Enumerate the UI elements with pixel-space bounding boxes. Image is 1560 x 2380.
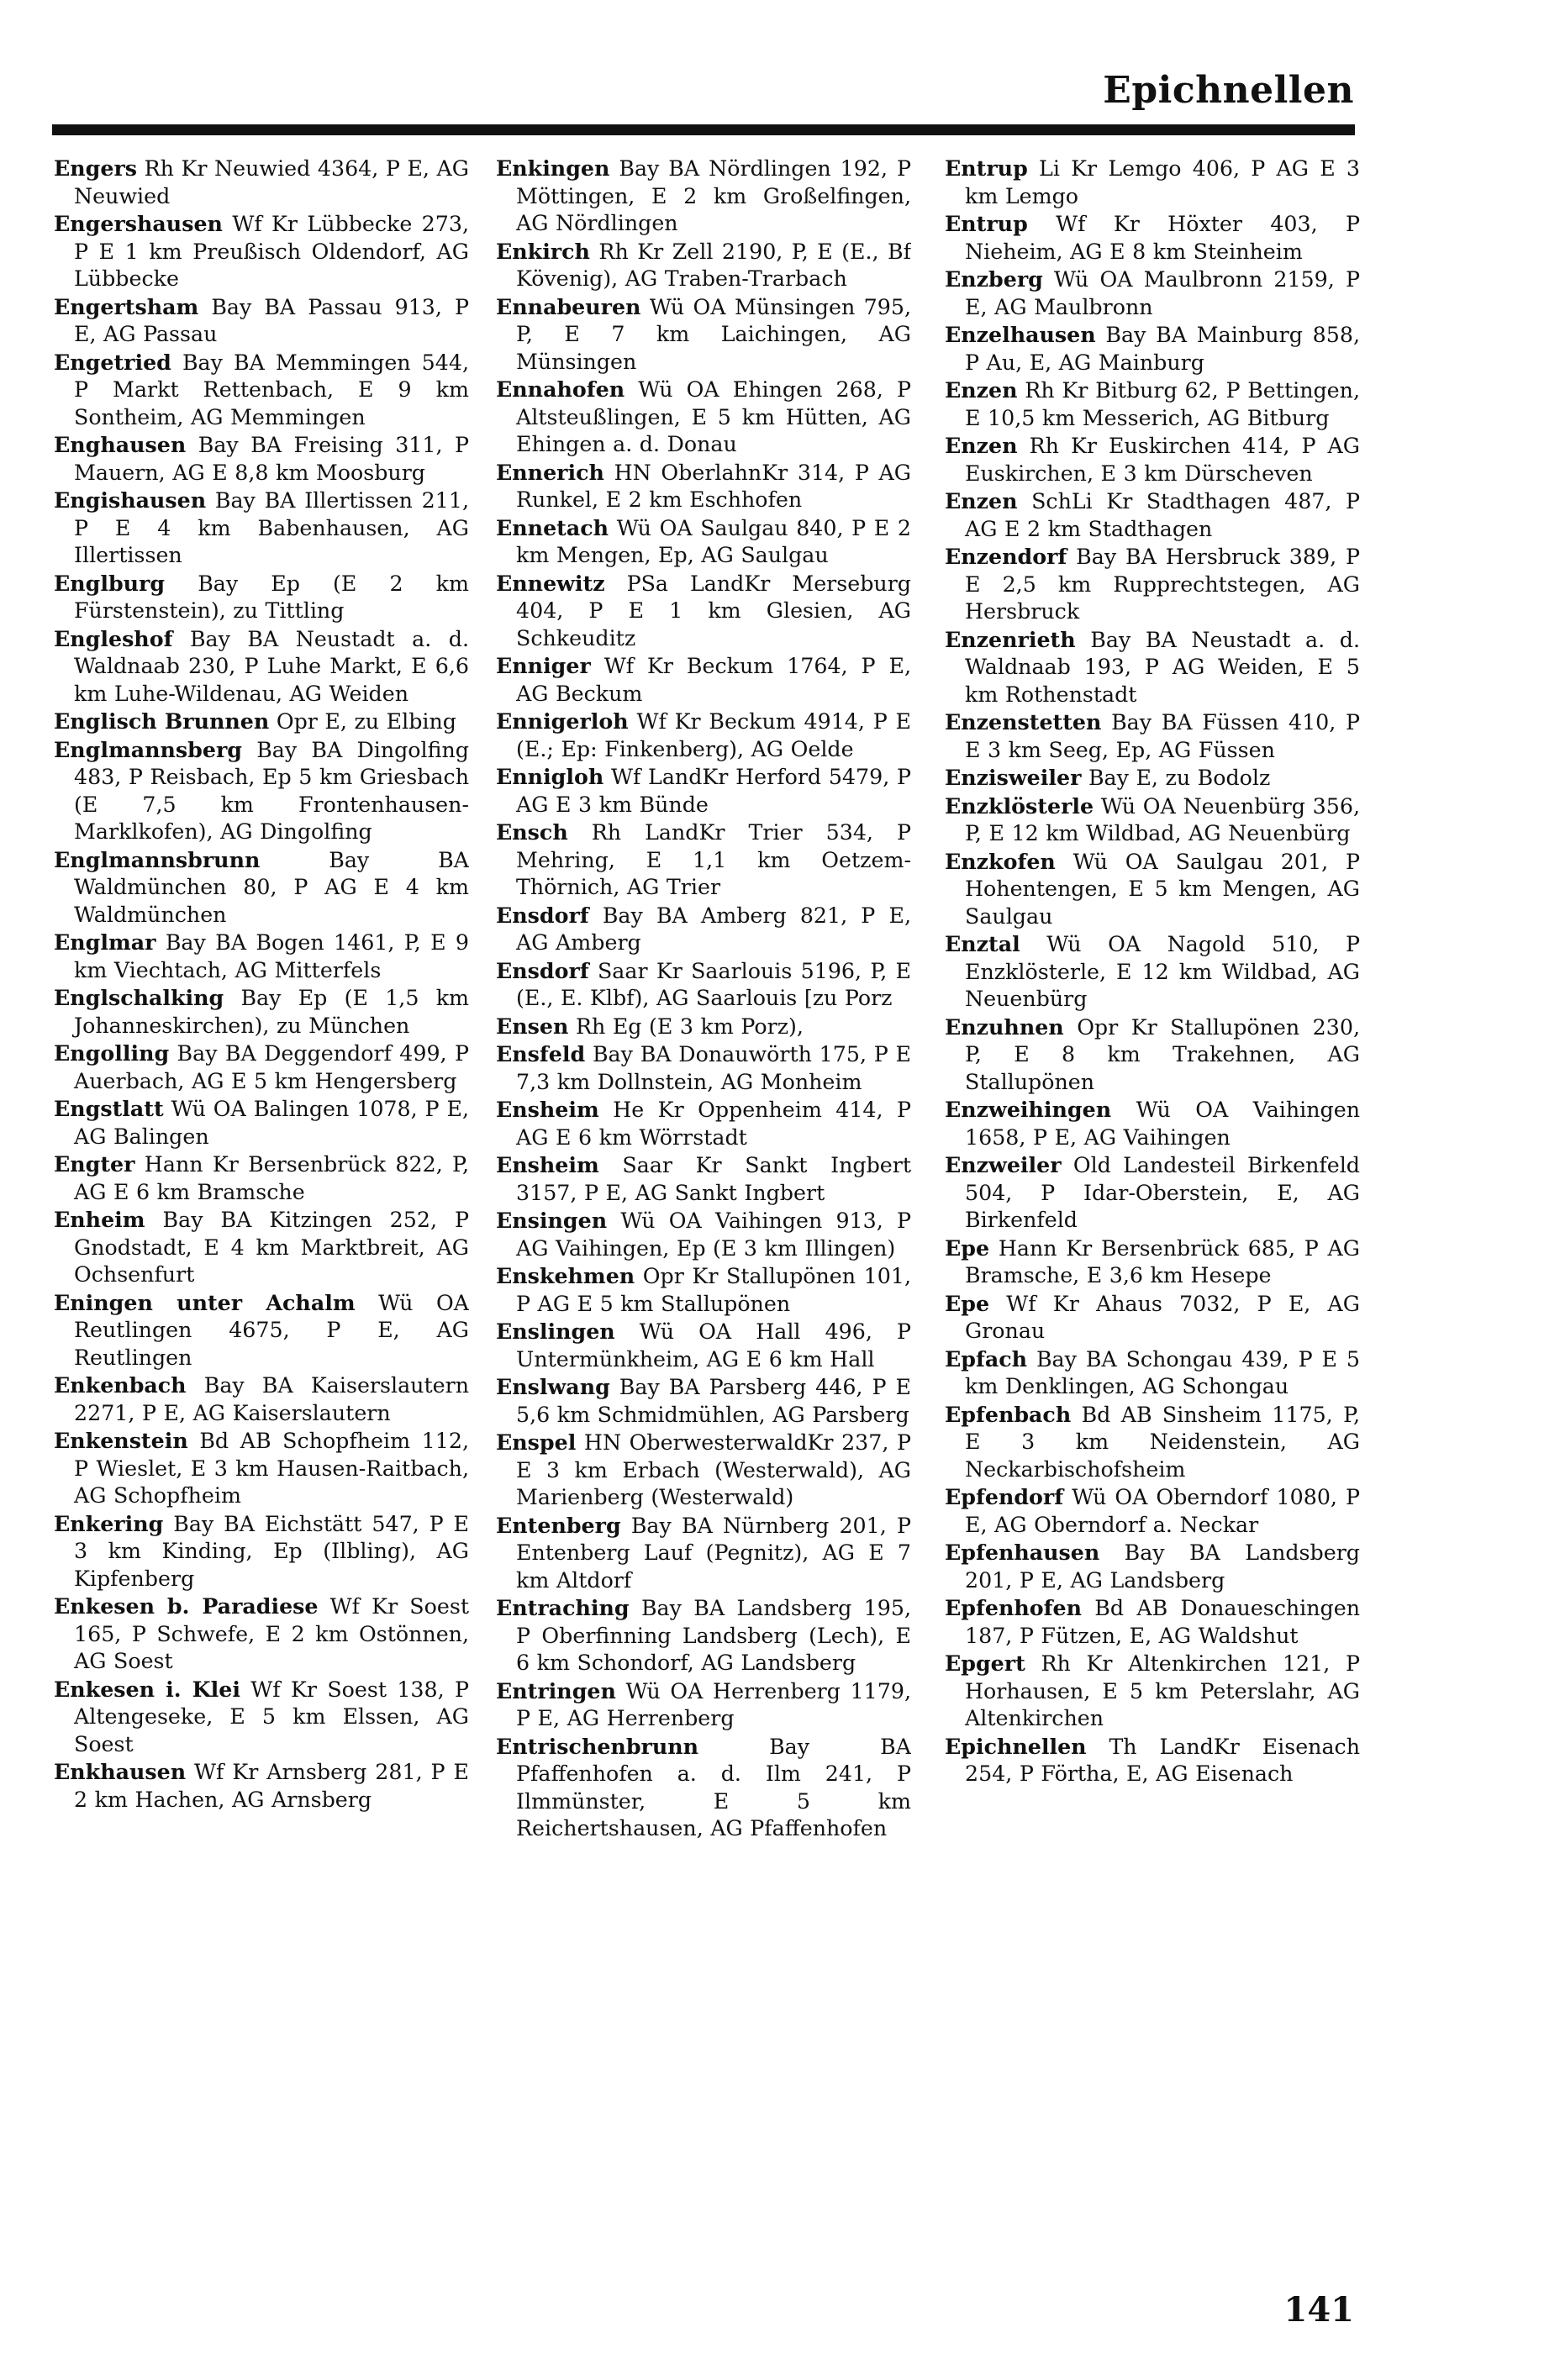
entry-text: Wü OA Saulgau 840, P E 2 km Mengen, Ep, AG Saulgau bbox=[516, 515, 911, 567]
entry bbox=[945, 848, 1360, 931]
entry-headword: Entrischenbrunn bbox=[496, 1733, 699, 1759]
entry-text: Wü OA Neuenbürg 356, P, E 12 km Wildbad, AG Neuenbürg bbox=[965, 793, 1360, 845]
entry bbox=[945, 1151, 1360, 1235]
entry-text: He Kr Oppenheim 414, P AG E 6 km Wörrstadt bbox=[516, 1098, 911, 1150]
entry-text: Bay BA Deggendorf 499, P Auerbach, AG E 5 km Hengersberg bbox=[74, 1041, 469, 1093]
entry-text: Old Landesteil Birkenfeld 504, P Idar-Oberstein, E, AG Birkenfeld bbox=[965, 1153, 1360, 1232]
entry-text: Bay BA Neustadt a. d. Waldnaab 230, P Luhe Markt, E 6,6 km Luhe-Wildenau, AG Weiden bbox=[74, 626, 469, 706]
entry-headword: Entrup bbox=[945, 155, 1028, 181]
entry-headword: Englmannsbrunn bbox=[54, 846, 261, 872]
entry bbox=[945, 1290, 1360, 1345]
entry-headword: Enzisweiler bbox=[945, 765, 1082, 790]
entry-headword: Enzberg bbox=[945, 266, 1043, 292]
entry-text: Wü OA Reutlingen 4675, P E, AG Reutlingen bbox=[74, 1290, 469, 1370]
entry bbox=[945, 1235, 1360, 1290]
entry-text: Rh LandKr Trier 534, P Mehring, E 1,1 km Oetzem-Thörnich, AG Trier bbox=[516, 820, 911, 899]
entry-text: Th LandKr Eisenach 254, P Förtha, E, AG Eisenach bbox=[965, 1734, 1360, 1786]
entry bbox=[496, 957, 911, 1013]
entry-text: Saar Kr Saarlouis 5196, P, E (E., E. Klbf), AG Saarlouis [zu Porz bbox=[516, 958, 911, 1010]
column-middle bbox=[496, 155, 911, 2197]
entry-headword: Engers bbox=[54, 155, 138, 181]
entry-headword: Enkirch bbox=[496, 238, 590, 264]
entry-text: Bay BA Donauwörth 175, P E 7,3 km Dollnstein, AG Monheim bbox=[516, 1042, 911, 1094]
entry bbox=[945, 210, 1360, 266]
entry-text: Bay BA Eichstätt 547, P E 3 km Kinding, Ep (Ilbling), AG Kipfenberg bbox=[74, 1511, 469, 1591]
entry bbox=[54, 431, 469, 487]
entry bbox=[54, 625, 469, 708]
entry bbox=[945, 1401, 1360, 1484]
entry-text: Bay BA Waldmünchen 80, P AG E 4 km Waldmünchen bbox=[74, 847, 469, 927]
entry-text: Wü OA Saulgau 201, P Hohentengen, E 5 km Mengen, AG Saulgau bbox=[965, 849, 1360, 929]
entry-headword: Enzen bbox=[945, 377, 1018, 403]
entry-text: Rh Kr Zell 2190, P, E (E., Bf Kövenig), AG Traben-Trarbach bbox=[516, 239, 911, 291]
entry-text: Hann Kr Bersenbrück 822, P, AG E 6 km Bramsche bbox=[74, 1152, 469, 1204]
entry-text: Wf Kr Soest 165, P Schwefe, E 2 km Ostönnen, AG Soest bbox=[74, 1594, 469, 1673]
entry bbox=[54, 1676, 469, 1759]
entry bbox=[496, 155, 911, 238]
entry-headword: Enzkofen bbox=[945, 848, 1056, 874]
entry bbox=[54, 984, 469, 1040]
entry-text: Saar Kr Sankt Ingbert 3157, P E, AG Sankt Ingbert bbox=[516, 1153, 911, 1205]
entry-headword: Epichnellen bbox=[945, 1733, 1087, 1759]
entry-headword: Englburg bbox=[54, 570, 166, 596]
entry-text: Bay BA Kaiserslautern 2271, P E, AG Kaiserslautern bbox=[74, 1373, 469, 1425]
entry-headword: Entenberg bbox=[496, 1512, 621, 1538]
entry-headword: Enzelhausen bbox=[945, 322, 1096, 347]
entry-text: Bay BA Landsberg 201, P E, AG Landsberg bbox=[965, 1540, 1360, 1593]
entry bbox=[496, 1207, 911, 1262]
entry-headword: Enzen bbox=[945, 433, 1018, 458]
entry-headword: Ennabeuren bbox=[496, 293, 641, 319]
entry-text: Bay BA Füssen 410, P E 3 km Seeg, Ep, AG Füssen bbox=[965, 710, 1360, 762]
entry bbox=[945, 1650, 1360, 1733]
entry bbox=[496, 1096, 911, 1151]
entry-headword: Ensheim bbox=[496, 1097, 599, 1122]
entry-text: Bay Ep (E 1,5 km Johanneskirchen), zu München bbox=[74, 986, 469, 1038]
entry-text: Bay BA Hersbruck 389, P E 2,5 km Rupprechtstegen, AG Hersbruck bbox=[965, 545, 1360, 624]
entry bbox=[945, 543, 1360, 626]
entry bbox=[496, 902, 911, 957]
entry-text: Wf Kr Höxter 403, P Nieheim, AG E 8 km Steinheim bbox=[965, 212, 1360, 264]
entry-headword: Engstlatt bbox=[54, 1096, 164, 1121]
entry-headword: Enkering bbox=[54, 1510, 164, 1536]
entry bbox=[496, 1318, 911, 1373]
entry-text: SchLi Kr Stadthagen 487, P AG E 2 km Stadthagen bbox=[965, 489, 1360, 541]
entry-text: Wü OA Hall 496, P Untermünkheim, AG E 6 km Hall bbox=[516, 1319, 911, 1372]
entry-headword: Epfenhausen bbox=[945, 1540, 1100, 1565]
entry-text: Bay BA Amberg 821, P E, AG Amberg bbox=[516, 903, 911, 955]
entry-headword: Entringen bbox=[496, 1677, 616, 1703]
entry-headword: Enspel bbox=[496, 1430, 577, 1455]
entry bbox=[496, 1262, 911, 1318]
entry-text: Opr E, zu Elbing bbox=[276, 709, 456, 734]
entry-headword: Enslingen bbox=[496, 1319, 615, 1344]
entry bbox=[54, 487, 469, 570]
entry bbox=[496, 1373, 911, 1429]
entry bbox=[496, 514, 911, 570]
entry bbox=[54, 210, 469, 293]
entry-text: Wü OA Ehingen 268, P Altsteußlingen, E 5 km Hütten, AG Ehingen a. d. Donau bbox=[516, 377, 911, 456]
entry-text: Bay BA Neustadt a. d. Waldnaab 193, P AG Weiden, E 5 km Rothenstadt bbox=[965, 627, 1360, 707]
entry-headword: Ensheim bbox=[496, 1152, 599, 1177]
entry-text: HN OberlahnKr 314, P AG Runkel, E 2 km Eschhofen bbox=[516, 460, 911, 512]
entry-text: Wü OA Münsingen 795, P, E 7 km Laichingen, AG Münsingen bbox=[516, 294, 911, 374]
entry-headword: Engter bbox=[54, 1151, 135, 1177]
entry-headword: Epe bbox=[945, 1235, 990, 1261]
entry-headword: Enzendorf bbox=[945, 544, 1067, 569]
entry-headword: Enzweihingen bbox=[945, 1097, 1112, 1122]
entry-headword: Ennetach bbox=[496, 514, 609, 540]
entry bbox=[496, 1594, 911, 1677]
entry-text: Wf Kr Ahaus 7032, P E, AG Gronau bbox=[965, 1291, 1360, 1343]
entry bbox=[54, 293, 469, 349]
entry bbox=[496, 1429, 911, 1512]
entry bbox=[945, 1733, 1360, 1788]
running-head: Epichnellen bbox=[1103, 69, 1354, 112]
entry-headword: Enzenstetten bbox=[945, 709, 1102, 735]
entry bbox=[496, 819, 911, 902]
entry-headword: Ensdorf bbox=[496, 902, 589, 928]
entry bbox=[54, 1095, 469, 1151]
entry-headword: Ensen bbox=[496, 1013, 569, 1039]
entry-headword: Englisch Brunnen bbox=[54, 708, 270, 734]
entry-text: Wü OA Herrenberg 1179, P E, AG Herrenberg bbox=[516, 1678, 911, 1730]
entry-text: Rh Eg (E 3 km Porz), bbox=[575, 1014, 804, 1039]
entry bbox=[945, 487, 1360, 543]
entry-headword: Epe bbox=[945, 1290, 990, 1316]
entry-headword: Enslwang bbox=[496, 1374, 610, 1399]
entry bbox=[945, 930, 1360, 1014]
entry-headword: Engishausen bbox=[54, 487, 207, 513]
entry-text: Wü OA Vaihingen 1658, P E, AG Vaihingen bbox=[965, 1098, 1360, 1150]
entry-headword: Enzen bbox=[945, 488, 1018, 513]
entry-text: Wü OA Maulbronn 2159, P E, AG Maulbronn bbox=[965, 267, 1360, 319]
entry-text: Bay BA Pfaffenhofen a. d. Ilm 241, P Ilmmünster, E 5 km Reichertshausen, AG Pfaffenhofen bbox=[516, 1734, 911, 1840]
entry bbox=[496, 376, 911, 459]
entry-headword: Epfenbach bbox=[945, 1401, 1072, 1427]
entry bbox=[496, 1512, 911, 1595]
entry bbox=[496, 459, 911, 514]
entry-headword: Entrup bbox=[945, 211, 1028, 236]
entry bbox=[945, 1539, 1360, 1594]
entry bbox=[496, 652, 911, 708]
entry bbox=[945, 1483, 1360, 1539]
entry-text: Bay BA Schongau 439, P E 5 km Denklingen, AG Schongau bbox=[965, 1346, 1360, 1398]
entry-text: Li Kr Lemgo 406, P AG E 3 km Lemgo bbox=[965, 156, 1360, 208]
entry-headword: Eningen unter Achalm bbox=[54, 1289, 356, 1315]
entry-headword: Ensingen bbox=[496, 1208, 608, 1233]
entry bbox=[496, 763, 911, 819]
entry-text: Bd AB Schopfheim 112, P Wieslet, E 3 km Hausen-Raitbach, AG Schopfheim bbox=[74, 1429, 469, 1508]
entry-headword: Ennerich bbox=[496, 459, 604, 485]
entry-headword: Ensfeld bbox=[496, 1041, 586, 1066]
entry bbox=[945, 155, 1360, 210]
entry-headword: Epgert bbox=[945, 1651, 1025, 1676]
entry bbox=[945, 1345, 1360, 1401]
entry bbox=[945, 266, 1360, 321]
entry bbox=[54, 1593, 469, 1676]
entry bbox=[945, 1594, 1360, 1650]
entry bbox=[945, 376, 1360, 432]
entry-headword: Enkenbach bbox=[54, 1372, 187, 1398]
entry-text: Bay E, zu Bodolz bbox=[1088, 766, 1271, 790]
entry-headword: Englmannsberg bbox=[54, 736, 242, 762]
entry-text: Opr Kr Stallupönen 101, P AG E 5 km Stallupönen bbox=[516, 1264, 911, 1316]
entry-headword: Ennigloh bbox=[496, 764, 604, 789]
entry bbox=[496, 293, 911, 376]
entry bbox=[54, 929, 469, 984]
entry bbox=[54, 1289, 469, 1372]
entry-text: Wü OA Vaihingen 913, P AG Vaihingen, Ep (E 3 km Illingen) bbox=[516, 1208, 911, 1261]
entry-headword: Enkhausen bbox=[54, 1759, 187, 1784]
entry-text: PSa LandKr Merseburg 404, P E 1 km Glesien, AG Schkeuditz bbox=[516, 571, 911, 650]
entry-headword: Enkesen b. Paradiese bbox=[54, 1593, 319, 1619]
entry-headword: Epfach bbox=[945, 1345, 1028, 1372]
entry-headword: Enkingen bbox=[496, 155, 610, 181]
entry-text: Bay BA Kitzingen 252, P Gnodstadt, E 4 km Marktbreit, AG Ochsenfurt bbox=[74, 1208, 469, 1287]
entry bbox=[54, 1040, 469, 1095]
entry bbox=[54, 155, 469, 210]
entry bbox=[496, 1733, 911, 1843]
entry bbox=[496, 1040, 911, 1096]
entry-text: Bay BA Dingolfing 483, P Reisbach, Ep 5 km Griesbach (E 7,5 km Frontenhausen-Marklkofen), AG Dingolfing bbox=[74, 737, 469, 844]
entry-text: Bay BA Freising 311, P Mauern, AG E 8,8 km Moosburg bbox=[74, 433, 469, 485]
entry-text: Wf Kr Beckum 4914, P E (E.; Ep: Finkenberg), AG Oelde bbox=[516, 709, 911, 761]
entry-headword: Engetried bbox=[54, 349, 171, 375]
entry bbox=[496, 708, 911, 763]
entry-text: Bay BA Illertissen 211, P E 4 km Babenhausen, AG Illertissen bbox=[74, 488, 469, 567]
column-left bbox=[54, 155, 469, 2197]
entry-text: Wf Kr Soest 138, P Altengeseke, E 5 km Elssen, AG Soest bbox=[74, 1677, 469, 1756]
entry bbox=[54, 570, 469, 625]
entry-text: Opr Kr Stallupönen 230, P, E 8 km Trakehnen, AG Stallupönen bbox=[965, 1014, 1360, 1094]
entry-headword: Ennahofen bbox=[496, 376, 625, 402]
entry bbox=[945, 792, 1360, 848]
entry bbox=[54, 1427, 469, 1510]
entry bbox=[945, 321, 1360, 376]
entry-headword: Englmar bbox=[54, 929, 156, 955]
column-right bbox=[945, 155, 1360, 2197]
entry-headword: Engleshof bbox=[54, 625, 173, 651]
entry-headword: Englschalking bbox=[54, 985, 224, 1010]
entry-headword: Engershausen bbox=[54, 211, 223, 236]
entry-headword: Ennigerloh bbox=[496, 708, 629, 734]
entry-headword: Enzklösterle bbox=[945, 792, 1094, 819]
entry-text: Hann Kr Bersenbrück 685, P AG Bramsche, E 3,6 km Hesepe bbox=[965, 1235, 1360, 1287]
entry-text: Wf Kr Lübbecke 273, P E 1 km Preußisch Oldendorf, AG Lübbecke bbox=[74, 212, 469, 291]
entry-headword: Epfenhofen bbox=[945, 1595, 1082, 1620]
entry-text: Bay BA Landsberg 195, P Oberfinning Landsberg (Lech), E 6 km Schondorf, AG Landsberg bbox=[516, 1596, 911, 1675]
entry-headword: Enzenrieth bbox=[945, 626, 1076, 652]
entry bbox=[496, 570, 911, 653]
entry-headword: Enzweiler bbox=[945, 1152, 1062, 1177]
entry-text: Wü OA Nagold 510, P Enzklösterle, E 12 km Wildbad, AG Neuenbürg bbox=[965, 932, 1360, 1011]
entry-text: Bay BA Bogen 1461, P, E 9 km Viechtach, AG Mitterfels bbox=[74, 930, 469, 982]
entry-text: Wü OA Oberndorf 1080, P E, AG Oberndorf a. Neckar bbox=[965, 1485, 1360, 1537]
entry-headword: Entraching bbox=[496, 1595, 630, 1620]
entry bbox=[54, 349, 469, 432]
entry-headword: Epfendorf bbox=[945, 1484, 1064, 1509]
entry bbox=[945, 1096, 1360, 1151]
entry-headword: Enkenstein bbox=[54, 1428, 188, 1453]
entry-text: Bay BA Parsberg 446, P E 5,6 km Schmidmühlen, AG Parsberg bbox=[516, 1375, 911, 1427]
entry-text: Bay BA Memmingen 544, P Markt Rettenbach, E 9 km Sontheim, AG Memmingen bbox=[74, 350, 469, 429]
entry-text: Bay BA Nürnberg 201, P Entenberg Lauf (Pegnitz), AG E 7 km Altdorf bbox=[516, 1513, 911, 1593]
entry-headword: Ennewitz bbox=[496, 570, 605, 596]
entry-text: Rh Kr Neuwied 4364, P E, AG Neuwied bbox=[74, 156, 469, 208]
entry-text: Wü OA Balingen 1078, P E, AG Balingen bbox=[74, 1097, 469, 1149]
entry-text: Wf Kr Beckum 1764, P E, AG Beckum bbox=[516, 654, 911, 706]
entry bbox=[54, 1758, 469, 1814]
entry-text: Bay BA Nördlingen 192, P Möttingen, E 2 km Großelfingen, AG Nördlingen bbox=[516, 156, 911, 235]
entry bbox=[496, 1151, 911, 1207]
entry-headword: Enskehmen bbox=[496, 1263, 635, 1288]
entry bbox=[54, 708, 469, 736]
entry-text: Bay BA Passau 913, P E, AG Passau bbox=[74, 294, 469, 346]
entry bbox=[496, 1677, 911, 1733]
entry-text: Rh Kr Bitburg 62, P Bettingen, E 10,5 km Messerich, AG Bitburg bbox=[965, 378, 1360, 430]
entry bbox=[496, 238, 911, 293]
entry-text: Rh Kr Altenkirchen 121, P Horhausen, E 5 km Peterslahr, AG Altenkirchen bbox=[965, 1651, 1360, 1730]
entry bbox=[945, 1014, 1360, 1097]
page-number: 141 bbox=[1283, 2290, 1354, 2330]
entry bbox=[54, 1151, 469, 1206]
entry-text: Rh Kr Euskirchen 414, P AG Euskirchen, E 3 km Dürscheven bbox=[965, 434, 1360, 486]
entry bbox=[945, 764, 1360, 792]
entry bbox=[945, 626, 1360, 709]
entry bbox=[54, 846, 469, 929]
entry bbox=[496, 1013, 911, 1041]
entry-headword: Enheim bbox=[54, 1207, 145, 1232]
entry-headword: Enztal bbox=[945, 931, 1020, 956]
entry-text: Wf Kr Arnsberg 281, P E 2 km Hachen, AG Arnsberg bbox=[74, 1760, 469, 1812]
entry-text: Bd AB Donaueschingen 187, P Fützen, E, AG Waldshut bbox=[965, 1596, 1360, 1648]
entry-headword: Engolling bbox=[54, 1040, 170, 1066]
entry-headword: Enzuhnen bbox=[945, 1014, 1064, 1040]
entry-text: Bay BA Mainburg 858, P Au, E, AG Mainburg bbox=[965, 323, 1360, 375]
entry bbox=[945, 432, 1360, 487]
entry-headword: Enghausen bbox=[54, 432, 187, 457]
entry-headword: Ensdorf bbox=[496, 957, 589, 983]
entry-headword: Enkesen i. Klei bbox=[54, 1676, 240, 1702]
entry bbox=[54, 1372, 469, 1427]
entry-headword: Engertsham bbox=[54, 293, 199, 319]
entry bbox=[54, 1206, 469, 1289]
entry-text: HN OberwesterwaldKr 237, P E 3 km Erbach (Westerwald), AG Marienberg (Westerwald) bbox=[516, 1430, 911, 1509]
entry-headword: Ensch bbox=[496, 819, 568, 845]
entry bbox=[945, 708, 1360, 764]
entry-headword: Enniger bbox=[496, 653, 591, 678]
entry-text: Bay Ep (E 2 km Fürstenstein), zu Tittling bbox=[74, 571, 469, 623]
entry bbox=[54, 1510, 469, 1593]
entry-text: Wf LandKr Herford 5479, P AG E 3 km Bünde bbox=[516, 765, 911, 817]
entry bbox=[54, 736, 469, 846]
entry-text: Bd AB Sinsheim 1175, P, E 3 km Neidenstein, AG Neckarbischofsheim bbox=[965, 1402, 1360, 1482]
header-rule bbox=[52, 124, 1355, 135]
